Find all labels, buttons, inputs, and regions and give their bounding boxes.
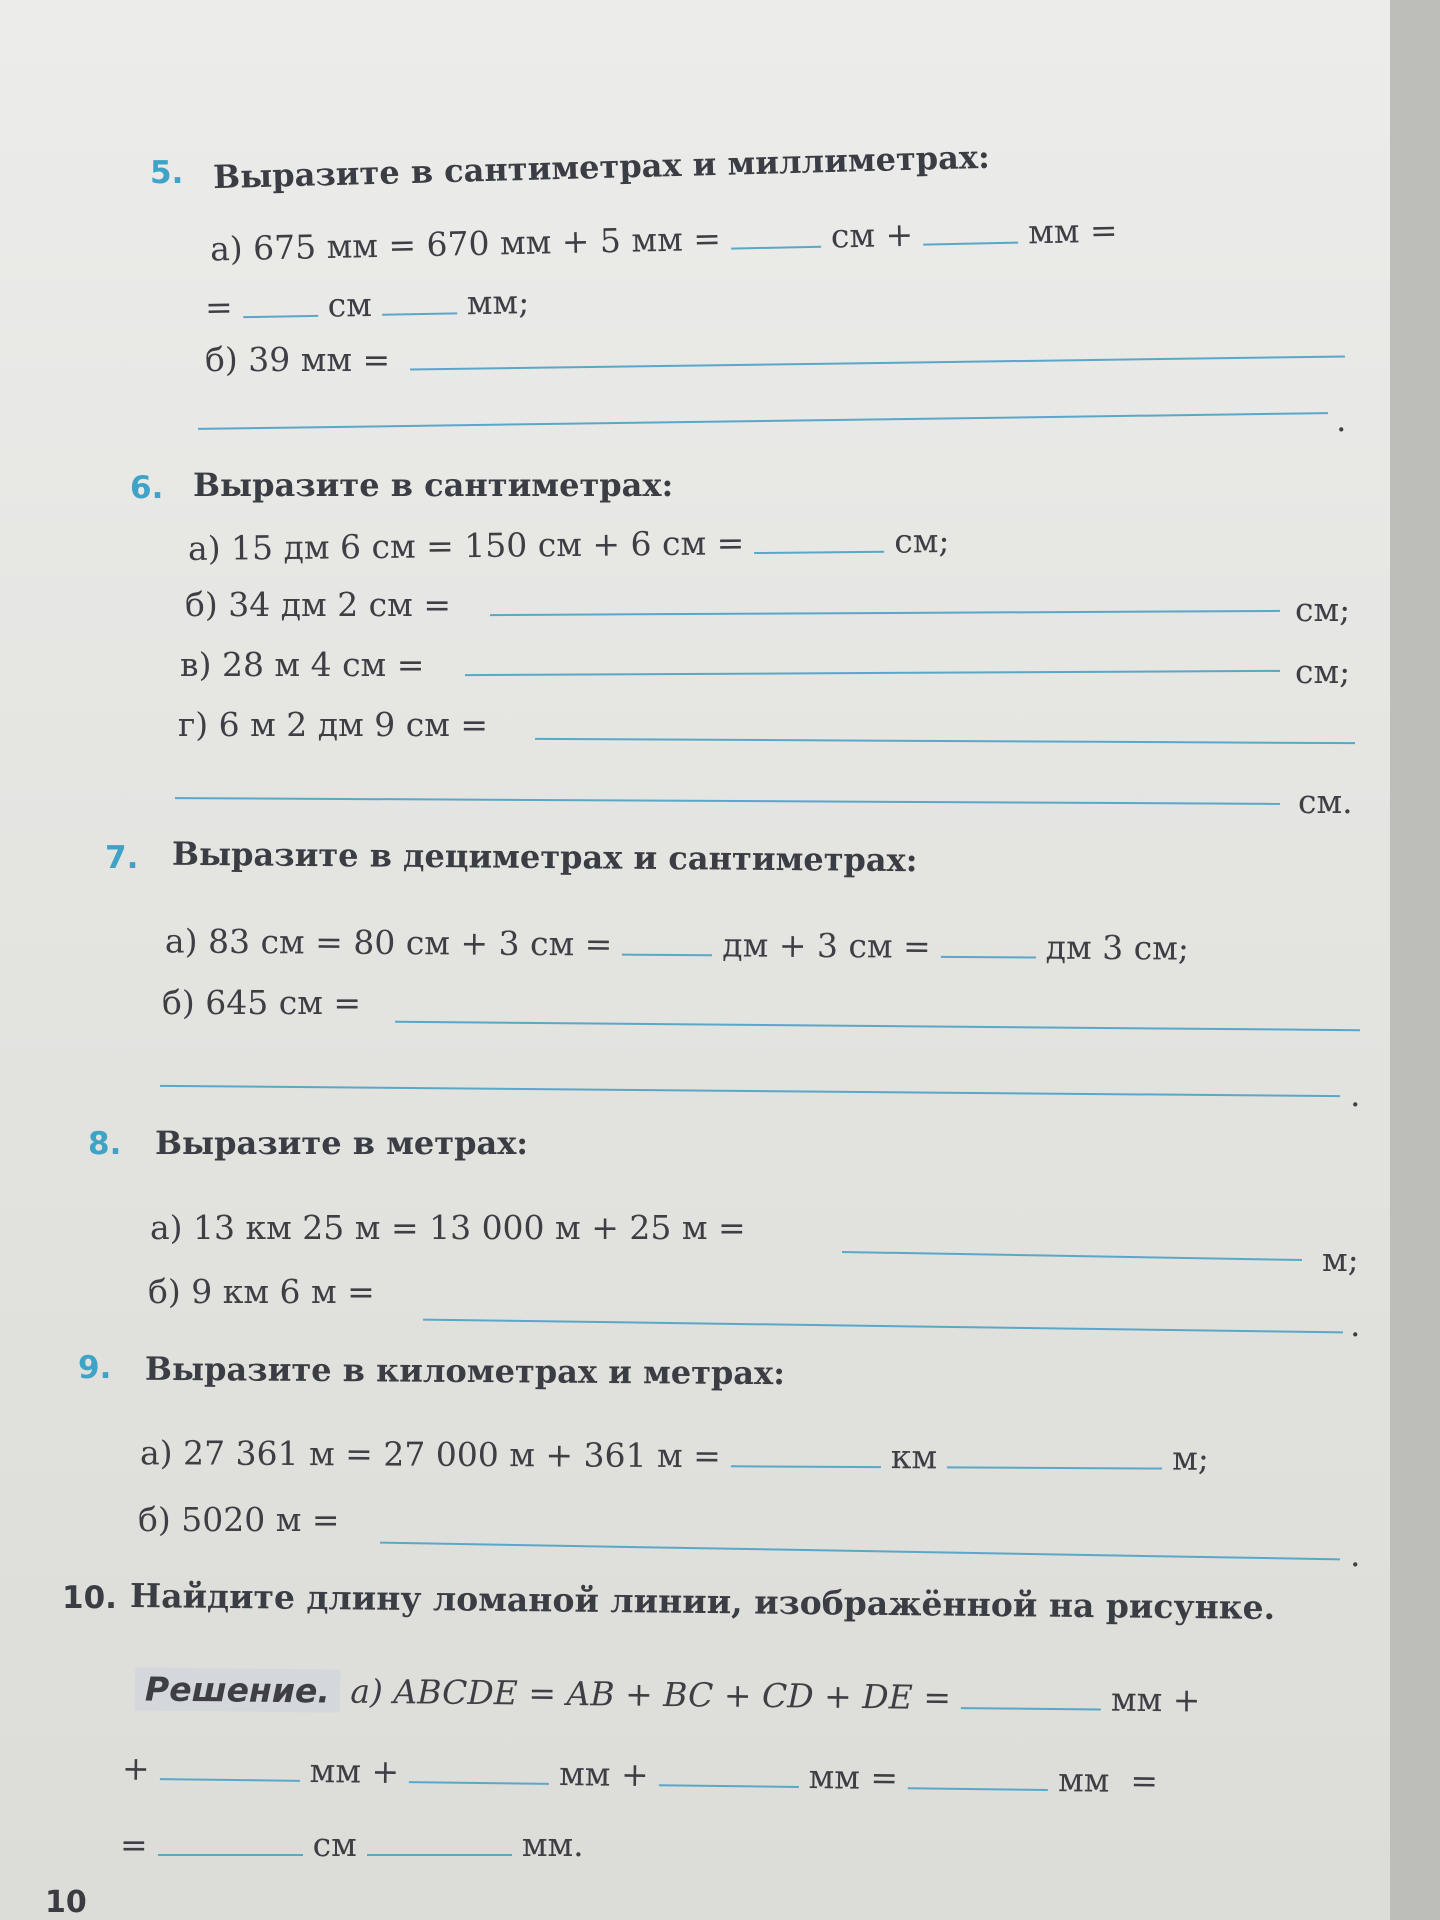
task-6a-line [188, 521, 950, 568]
task-6d-text: г) 6 м 2 дм 9 см = [178, 705, 489, 744]
task-10a-mm: мм [1057, 1760, 1110, 1800]
task-10a-blank-cm[interactable] [158, 1853, 303, 1856]
task-9a-blank-km[interactable] [731, 1464, 881, 1468]
task-5-number: 5. [150, 155, 184, 191]
task-10a-eq: = [1130, 1760, 1159, 1801]
task-10-number: 10. [62, 1580, 117, 1616]
task-9b-end: . [1350, 1535, 1361, 1574]
task-10a-blank5[interactable] [908, 1786, 1048, 1791]
task-7a-text: а) 83 см = 80 см + 3 см = [164, 921, 613, 964]
task-10a-blank4[interactable] [658, 1783, 798, 1788]
task-8a-text: а) 13 км 25 м = 13 000 м + 25 м = [150, 1208, 746, 1247]
task-5a-blank-mm[interactable] [923, 241, 1018, 246]
task-7a-label: дм + 3 см = [722, 925, 931, 966]
solution-label: Решение. [135, 1667, 340, 1712]
task-5a-blank-mm2[interactable] [382, 311, 457, 315]
task-5a-cm2-label: см [327, 284, 373, 325]
task-8-number: 8. [88, 1126, 122, 1162]
task-7b-text: б) 645 см = [162, 983, 361, 1022]
task-9a-line [140, 1433, 1209, 1478]
task-6c-unit: см; [1295, 652, 1351, 691]
task-6d-unit: см. [1298, 782, 1353, 821]
task-10a-blank3[interactable] [409, 1780, 549, 1785]
task-5b-text: б) 39 мм = [205, 340, 391, 379]
task-5a-mm-label: мм = [1027, 210, 1118, 252]
task-5a-line2 [205, 282, 530, 327]
task-10a-text: а) ABCDE = AB + BC + CD + DE = [350, 1671, 952, 1717]
task-7-title: Выразите в дециметрах и сантиметрах: [171, 834, 918, 880]
task-7-number: 7. [105, 840, 139, 876]
page-number: 10 [45, 1885, 87, 1920]
task-10a-mm-plus: мм + [1110, 1679, 1201, 1720]
task-10a-blank-mm[interactable] [367, 1853, 512, 1856]
task-10a-mm-eq: мм = [808, 1757, 899, 1798]
task-6a-blank[interactable] [754, 550, 884, 554]
task-9-number: 9. [78, 1350, 112, 1386]
task-5a-eq: = [204, 287, 234, 327]
task-5a-blank-cm[interactable] [731, 245, 821, 250]
task-9b-text: б) 5020 м = [138, 1500, 340, 1539]
task-10a-cm: см [312, 1825, 357, 1864]
task-10a-mm-plus3: мм + [558, 1754, 649, 1795]
task-10a-blank2[interactable] [160, 1777, 300, 1782]
task-8b-text: б) 9 км 6 м = [148, 1272, 375, 1311]
task-7a-line [165, 921, 1189, 967]
task-6-number: 6. [130, 470, 164, 506]
task-10a-mm-end: мм. [521, 1825, 584, 1864]
task-7a-blank-dm2[interactable] [941, 955, 1036, 959]
task-6a-text: а) 15 дм 6 см = 150 см + 6 см = [187, 523, 745, 568]
task-8a-unit: м; [1322, 1240, 1359, 1279]
task-7b-end: . [1350, 1075, 1361, 1114]
task-8-title: Выразите в метрах: [155, 1124, 529, 1162]
page-edge [1390, 0, 1440, 1920]
task-5b-end: . [1336, 400, 1347, 439]
task-10a-blank1[interactable] [961, 1706, 1101, 1710]
task-8b-end: . [1350, 1305, 1361, 1344]
task-7a-blank-dm[interactable] [622, 953, 712, 957]
task-6-title: Выразите в сантиметрах: [193, 466, 674, 504]
task-9a-text: а) 27 361 м = 27 000 м + 361 м = [139, 1433, 721, 1476]
task-6b-unit: см; [1295, 590, 1351, 629]
task-7a-end: дм 3 см; [1045, 927, 1190, 968]
task-5-title: Выразите в сантиметрах и миллиметрах: [212, 137, 991, 197]
task-9a-m: м; [1172, 1438, 1210, 1478]
task-5a-mm2-label: мм; [466, 282, 530, 323]
task-5a-blank-cm2[interactable] [243, 314, 318, 318]
task-9a-blank-m[interactable] [947, 1465, 1162, 1469]
task-6b-text: б) 34 дм 2 см = [185, 585, 451, 624]
task-9-title: Выразите в километрах и метрах: [144, 1349, 786, 1393]
task-6c-text: в) 28 м 4 см = [180, 645, 425, 684]
task-5a-text: а) 675 мм = 670 мм + 5 мм = [209, 218, 722, 269]
task-10a-line3 [120, 1825, 584, 1864]
task-10a-mm-plus2: мм + [309, 1750, 400, 1792]
task-10a-eq2: = [120, 1825, 148, 1864]
task-9a-km: км [890, 1437, 938, 1477]
task-10a-plus: + [121, 1748, 150, 1789]
task-6a-unit: см; [894, 521, 950, 561]
task-5a-cm-label: см + [830, 214, 914, 256]
task-10-title: Найдите длину ломаной линии, изображённой на рисунке. [129, 1576, 1276, 1627]
